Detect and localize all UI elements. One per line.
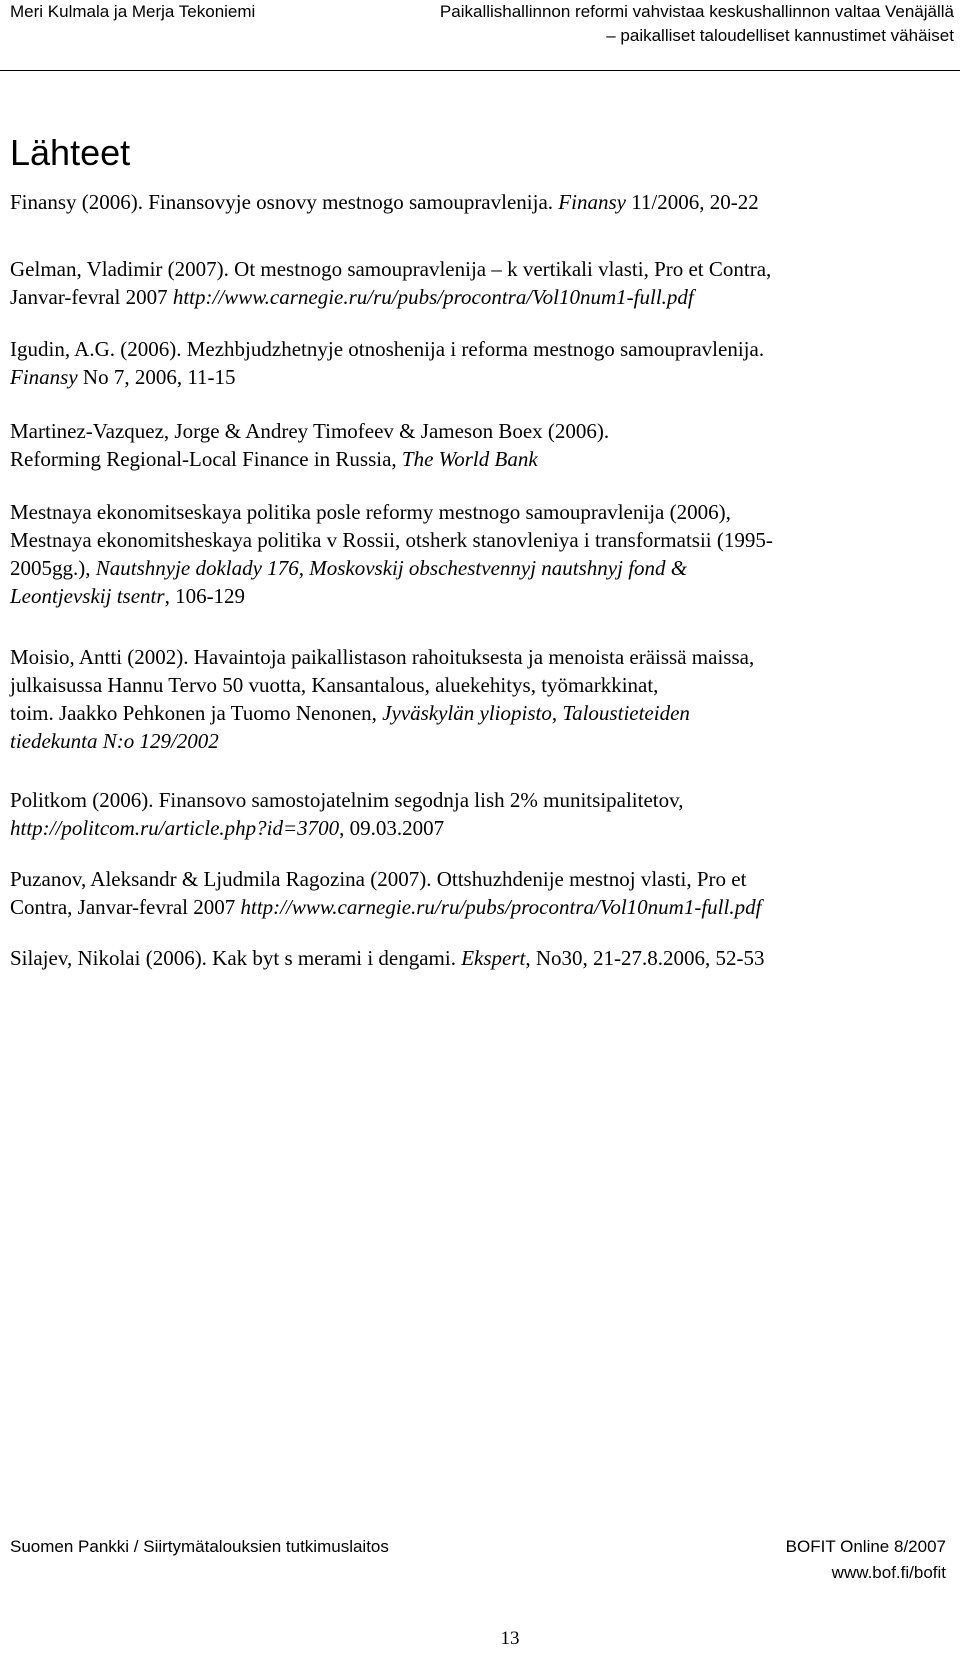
- footer-url: www.bof.fi/bofit: [831, 1563, 946, 1582]
- page-number: 13: [500, 1628, 520, 1649]
- reference-text: toim. Jaakko Pehkonen ja Tuomo Nenonen,: [10, 701, 383, 725]
- reference-9-line-1: [10, 944, 950, 972]
- reference-italic-text: Ekspert: [461, 946, 526, 970]
- reference-text: Finansy (2006). Finansovyje osnovy mestnogo samoupravlenija.: [10, 190, 559, 214]
- reference-text: , 106-129: [164, 584, 246, 608]
- reference-text: Politkom (2006). Finansovo samostojatelnim segodnja lish 2% munitsipalitetov,: [10, 788, 684, 812]
- reference-text: Mestnaya ekonomitsheskaya politika v Rossii, otsherk stanovleniya i transformatsii (1995-: [10, 528, 773, 552]
- reference-text: Contra, Janvar-fevral 2007: [10, 895, 241, 919]
- reference-3-line-2: [10, 363, 950, 391]
- reference-text: 2005gg.),: [10, 556, 96, 580]
- reference-7-line-2: [10, 814, 950, 842]
- reference-text: julkaisussa Hannu Tervo 50 vuotta, Kansantalous, aluekehitys, työmarkkinat,: [10, 673, 659, 697]
- reference-italic-text: Jyväskylän yliopisto, Taloustieteiden: [382, 701, 690, 725]
- reference-2-line-1: [10, 255, 950, 283]
- reference-6-line-1: [10, 643, 950, 671]
- reference-4-line-2: [10, 445, 950, 473]
- reference-text: Igudin, A.G. (2006). Mezhbjudzhetnyje otnoshenija i reforma mestnogo samoupravlenija.: [10, 337, 765, 361]
- reference-5-line-3: [10, 554, 950, 582]
- reference-text: 11/2006, 20-22: [625, 190, 759, 214]
- reference-5-line-1: [10, 498, 950, 526]
- reference-5-line-4: [10, 582, 950, 610]
- reference-text: , 09.03.2007: [339, 816, 445, 840]
- reference-7-line-1: [10, 786, 950, 814]
- header-rule: [0, 70, 960, 71]
- reference-text: Janvar-fevral 2007: [10, 285, 173, 309]
- reference-italic-text: http://politcom.ru/article.php?id=3700: [10, 816, 340, 840]
- reference-text: Mestnaya ekonomitseskaya politika posle reformy mestnogo samoupravlenija (2006),: [10, 500, 731, 524]
- reference-italic-text: The World Bank: [401, 447, 538, 471]
- section-title: Lähteet: [10, 132, 131, 173]
- footer-institution: Suomen Pankki / Siirtymätalouksien tutkimuslaitos: [10, 1537, 389, 1556]
- header-title-line1: Paikallishallinnon reformi vahvistaa keskushallinnon valtaa Venäjällä: [439, 2, 954, 21]
- reference-text: Gelman, Vladimir (2007). Ot mestnogo samoupravlenija – k vertikali vlasti, Pro et Contra,: [10, 257, 772, 281]
- header-authors: Meri Kulmala ja Merja Tekoniemi: [10, 2, 256, 21]
- reference-6-line-3: [10, 699, 950, 727]
- page-number-wrap: [0, 1628, 960, 1650]
- reference-text: Silajev, Nikolai (2006). Kak byt s merami i dengami.: [10, 946, 462, 970]
- reference-italic-text: Nautshnyje doklady 176, Moskovskij obschestvennyj nautshnyj fond &: [95, 556, 688, 580]
- reference-italic-text: Leontjevskij tsentr: [10, 584, 165, 608]
- reference-text: Moisio, Antti (2002). Havaintoja paikallistason rahoituksesta ja menoista eräissä maissa,: [10, 645, 755, 669]
- reference-text: Martinez-Vazquez, Jorge & Andrey Timofeev & Jameson Boex (2006).: [10, 419, 610, 443]
- reference-italic-text: tiedekunta N:o 129/2002: [10, 729, 219, 753]
- reference-italic-text: http://www.carnegie.ru/ru/pubs/procontra/Vol10num1-full.pdf: [240, 895, 762, 919]
- reference-2-line-2: [10, 283, 950, 311]
- reference-6-line-2: [10, 671, 950, 699]
- reference-text: , No30, 21-27.8.2006, 52-53: [525, 946, 765, 970]
- header-title-line2: – paikalliset taloudelliset kannustimet vähäiset: [606, 26, 954, 45]
- reference-8-line-2: [10, 893, 950, 921]
- footer-series: BOFIT Online 8/2007: [785, 1537, 946, 1556]
- reference-text: Puzanov, Aleksandr & Ljudmila Ragozina (2007). Ottshuzhdenije mestnoj vlasti, Pro et: [10, 867, 747, 891]
- reference-6-line-4: [10, 727, 950, 755]
- reference-italic-text: http://www.carnegie.ru/ru/pubs/procontra/Vol10num1-full.pdf: [172, 285, 694, 309]
- reference-5-line-2: [10, 526, 950, 554]
- reference-italic-text: Finansy: [558, 190, 626, 214]
- reference-text: Reforming Regional-Local Finance in Russia,: [10, 447, 402, 471]
- reference-8-line-1: [10, 865, 950, 893]
- reference-italic-text: Finansy: [10, 365, 78, 389]
- reference-4-line-1: [10, 417, 950, 445]
- reference-text: No 7, 2006, 11-15: [77, 365, 236, 389]
- reference-3-line-1: [10, 335, 950, 363]
- reference-1-line-1: [10, 188, 950, 216]
